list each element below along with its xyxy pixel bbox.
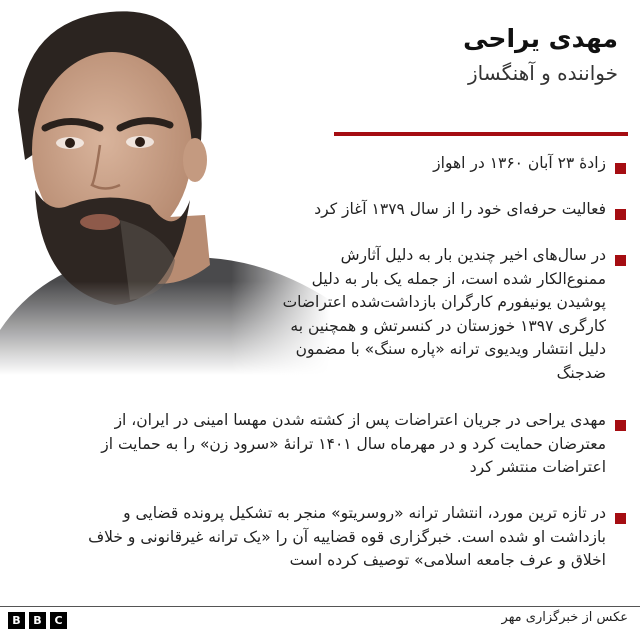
- logo-letter-c: C: [50, 612, 67, 629]
- list-item-text: زادهٔ ۲۳ آبان ۱۳۶۰ در اهواز: [433, 154, 606, 172]
- footer-divider: [0, 606, 640, 607]
- list-item: [66, 409, 626, 480]
- list-item: [66, 502, 626, 573]
- page-title: مهدی یراحی: [463, 24, 618, 53]
- list-item-text: مهدی یراحی در جریان اعتراضات پس از کشته شدن مهسا امینی در ایران، از معترضان حمایت کرد و در مهرماه سال ۱۴۰۱ ترانهٔ «سرود زن» را به حمایت از اعتراضات منتشر کرد: [101, 411, 606, 476]
- logo-letter-b1: B: [8, 612, 25, 629]
- list-item-text: فعالیت حرفه‌ای خود را از سال ۱۳۷۹ آغاز کرد: [314, 200, 606, 218]
- list-item-text: در تازه ترین مورد، انتشار ترانه «روسریتو» منجر به تشکیل پرونده قضایی و بازداشت او شده است. خبرگزاری قوه قضاییه آن را «یک ترانه غیرقانونی و خلاف اخلاق و عرف جامعه اسلامی» توصیف کرده است: [88, 504, 606, 569]
- list-item-text: در سال‌های اخیر چندین بار به دلیل آثارش ممنوع‌الکار شده است، از جمله یک بار به دلیل پوشیدن یونیفورم کارگران بازداشت‌شده اعتراضات کارگری ۱۳۹۷ خوزستان در کنسرتش و همچنین به دلیل انتشار ویدیوی ترانه «پاره سنگ» با مضمون ضدجنگ: [282, 246, 606, 382]
- bbc-logo: [8, 612, 67, 629]
- square-bullet-icon: [615, 420, 626, 431]
- accent-divider: [334, 132, 628, 136]
- list-item: [281, 244, 626, 385]
- square-bullet-icon: [615, 513, 626, 524]
- list-item: [286, 152, 626, 176]
- logo-letter-b2: B: [29, 612, 46, 629]
- square-bullet-icon: [615, 255, 626, 266]
- header: [318, 22, 618, 88]
- list-item: [266, 198, 626, 222]
- photo-credit: عکس از خبرگزاری مهر: [501, 610, 628, 625]
- square-bullet-icon: [615, 209, 626, 220]
- square-bullet-icon: [615, 163, 626, 174]
- page-subtitle: خواننده و آهنگساز: [468, 61, 618, 85]
